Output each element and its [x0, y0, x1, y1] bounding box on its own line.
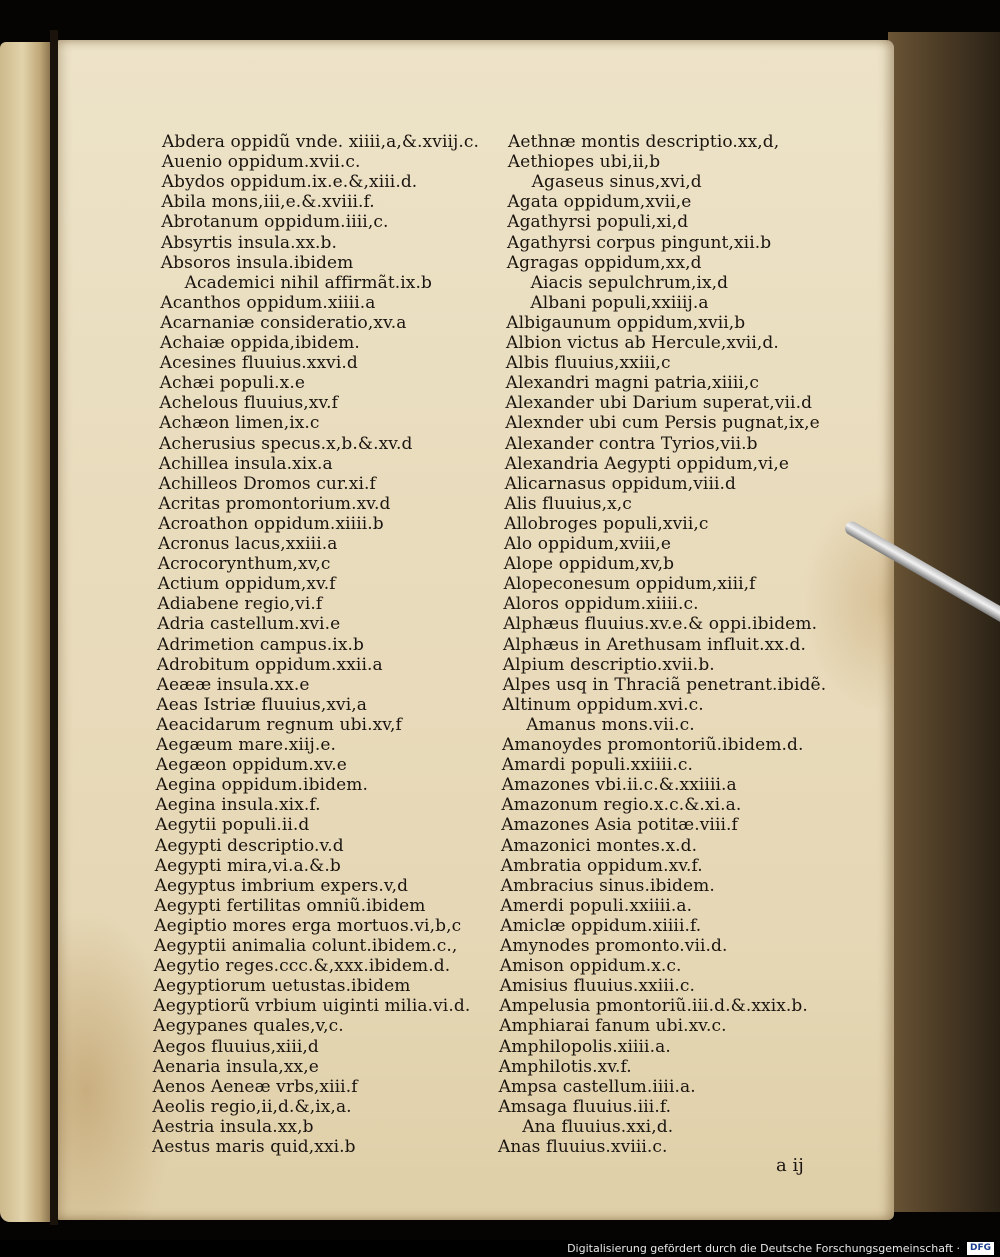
index-entry: Amison oppidum.x.c. [499, 956, 682, 977]
index-entry: Aenaria insula,xx,e [152, 1056, 319, 1077]
index-entry: Acronus lacus,xxiii.a [158, 534, 338, 554]
index-entry: Aegina insula.xix.f. [155, 795, 321, 816]
index-entry: Alpium descriptio.xvii.b. [502, 654, 715, 675]
index-entry: Adrimetion campus.ix.b [157, 634, 365, 655]
index-entry: Amanoydes promontoriũ.ibidem.d. [502, 735, 804, 755]
index-entry: Ampsa castellum.iiii.a. [498, 1076, 696, 1097]
footer-credit: Digitalisierung gefördert durch die Deutsche Forschungsgemeinschaft · [567, 1242, 960, 1255]
index-entry: Amazones vbi.ii.c.&.xxiiii.a [501, 775, 737, 796]
index-entry: Achæon limen,ix.c [159, 413, 320, 434]
index-entry: Anas fluuius.xviii.c. [498, 1137, 668, 1157]
index-entry: Albion victus ab Hercule,xvii,d. [506, 333, 779, 353]
index-entry: Agata oppidum,xvii,e [507, 192, 692, 213]
index-entry: Albis fluuius,xxiii,c [505, 353, 671, 374]
index-entry: Amazones Asia potitæ.viii.f [501, 815, 738, 836]
index-entry: Agathyrsi corpus pingunt,xii.b [507, 232, 772, 253]
index-entry: Albigaunum oppidum,xvii,b [506, 312, 746, 333]
index-entry: Auenio oppidum.xvii.c. [161, 152, 361, 173]
index-entry: Aestria insula.xx,b [152, 1116, 314, 1137]
index-entry: Aegyptii animalia colunt.ibidem.c., [154, 936, 458, 956]
index-entry: Aegæon oppidum.xv.e [155, 755, 347, 776]
index-entry: Amazonum regio.x.c.&.xi.a. [501, 795, 742, 816]
index-entry: Amphilotis.xv.f. [498, 1056, 632, 1077]
index-entry: Aeolis regio,ii,d.&,ix,a. [152, 1096, 352, 1117]
index-entry: Alis fluuius,x,c [504, 493, 632, 514]
index-entry: Achilleos Dromos cur.xi.f [158, 473, 376, 494]
index-entry: Acroathon oppidum.xiiii.b [158, 513, 384, 534]
index-entry: Alphæus in Arethusam influit.xx.d. [503, 634, 806, 655]
index-entry: Ambratia oppidum.xv.f. [500, 855, 703, 876]
index-entry: Adiabene regio,vi.f [157, 594, 323, 615]
index-entry: Absyrtis insula.xx.b. [161, 232, 338, 253]
index-entry: Aeacidarum regnum ubi.xv,f [156, 714, 402, 735]
index-entry: Aethiopes ubi,ii,b [507, 152, 661, 173]
index-entry: Albani populi,xxiiij.a [530, 292, 709, 313]
index-entry: Aegypti mira,vi.a.&.b [154, 855, 341, 876]
index-entry: Acritas promontorium.xv.d [158, 493, 391, 514]
index-entry: Abrotanum oppidum.iiii,c. [161, 212, 389, 233]
index-entry: Amphiarai fanum ubi.xv.c. [499, 1016, 727, 1037]
index-entry: Achelous fluuius,xv.f [159, 393, 339, 414]
index-entry: Alexnder ubi cum Persis pugnat,ix,e [505, 413, 820, 434]
index-entry: Aegos fluuius,xiii,d [153, 1036, 319, 1057]
index-entry: Amazonici montes.x.d. [501, 835, 698, 856]
index-entry: Aenos Aeneæ vrbs,xiii.f [152, 1076, 358, 1097]
index-entry: Aegina oppidum.ibidem. [155, 775, 368, 796]
index-entry: Alope oppidum,xv,b [503, 554, 675, 575]
book-cover-edge [888, 32, 1000, 1212]
index-entry: Aegyptiorum uetustas.ibidem [153, 976, 411, 997]
index-entry: Aegyptiorũ vrbium uiginti milia.vi.d. [153, 996, 471, 1017]
index-entry: Acherusius specus.x,b.&.xv.d [159, 433, 413, 454]
index-entry: Aegypti fertilitas omniũ.ibidem [154, 895, 426, 916]
index-entry: Aiacis sepulchrum,ix,d [530, 272, 729, 293]
index-entry: Amisius fluuius.xxiii.c. [499, 976, 696, 997]
index-entry: Amphilopolis.xiiii.a. [499, 1036, 671, 1057]
index-entry: Alexander ubi Darium superat,vii.d [505, 393, 813, 414]
index-entry: Aegytio reges.ccc.&,xxx.ibidem.d. [153, 956, 451, 977]
index-entry: Acanthos oppidum.xiiii.a [160, 292, 376, 313]
index-entry: Abydos oppidum.ix.e.&,xiii.d. [161, 172, 418, 193]
index-entry: Amynodes promonto.vii.d. [500, 936, 728, 956]
index-entry: Alexander contra Tyrios,vii.b [505, 433, 758, 454]
index-entry: Abila mons,iii,e.&.xviii.f. [161, 192, 375, 213]
index-entry: Acarnaniæ consideratio,xv.a [160, 312, 407, 333]
index-entry: Amardi populi.xxiiii.c. [501, 755, 693, 776]
index-entry: Alicarnasus oppidum,viii.d [504, 473, 737, 494]
index-entry: Acesines fluuius.xxvi.d [159, 353, 358, 374]
index-entry: Absoros insula.ibidem [160, 252, 354, 273]
index-entry: Aeææ insula.xx.e [156, 674, 310, 695]
index-entry: Achæi populi.x.e [159, 373, 306, 394]
index-entry: Achaiæ oppida,ibidem. [160, 333, 360, 353]
index-entry: Amanus mons.vii.c. [526, 714, 695, 735]
index-entry: Aeas Istriæ fluuius,xvi,a [156, 694, 368, 715]
index-entry: Aloros oppidum.xiiii.c. [503, 594, 699, 615]
index-entry: Ana fluuius.xxi,d. [522, 1116, 674, 1137]
index-entry: Altinum oppidum.xvi.c. [502, 694, 704, 715]
index-entry: Agaseus sinus,xvi,d [531, 172, 702, 193]
index-entry: Academici nihil affirmãt.ix.b [184, 272, 432, 293]
page-gutter [50, 30, 58, 1225]
index-entry: Adria castellum.xvi.e [157, 614, 341, 635]
index-entry: Aegyptus imbrium expers.v,d [154, 875, 409, 896]
index-entry: Aethnæ montis descriptio.xx,d, [508, 132, 780, 152]
index-entry: Amerdi populi.xxiiii.a. [500, 895, 693, 916]
index-entry: Aestus maris quid,xxi.b [152, 1137, 356, 1157]
signature-mark: a ij [776, 1155, 804, 1176]
index-entry: Aegypti descriptio.v.d [155, 835, 344, 856]
index-entry: Alexandria Aegypti oppidum,vi,e [504, 453, 790, 474]
index-entry: Alo oppidum,xviii,e [504, 534, 672, 554]
index-entry: Amiclæ oppidum.xiiii.f. [500, 915, 702, 936]
book-page [56, 40, 894, 1220]
left-page-edge [0, 42, 50, 1222]
index-entry: Agathyrsi populi,xi,d [507, 212, 689, 233]
index-entry: Aegytii populi.ii.d [155, 815, 310, 836]
index-entry: Ampelusia pmontoriũ.iii.d.&.xxix.b. [499, 996, 808, 1017]
index-entry: Alpes usq in Thraciã penetrant.ibidẽ. [502, 674, 827, 695]
index-entry: Alexandri magni patria,xiiii,c [505, 373, 760, 394]
index-entry: Actium oppidum,xv.f [157, 574, 336, 595]
index-entry: Acrocorynthum,xv,c [157, 554, 331, 575]
dfg-logo: DFG [967, 1242, 994, 1255]
index-entry: Adrobitum oppidum.xxii.a [156, 654, 383, 675]
index-entry: Allobroges populi,xvii,c [504, 513, 709, 534]
index-entry: Ambracius sinus.ibidem. [500, 875, 715, 896]
index-entry: Alphæus fluuius.xv.e.& oppi.ibidem. [503, 614, 818, 635]
index-entry: Aegypanes quales,v,c. [153, 1016, 344, 1037]
index-entry: Aegiptio mores erga mortuos.vi,b,c [154, 915, 462, 936]
index-entry: Agragas oppidum,xx,d [506, 252, 702, 273]
index-entry: Amsaga fluuius.iii.f. [498, 1096, 672, 1117]
index-entry: Alopeconesum oppidum,xiii,f [503, 574, 756, 595]
index-entry: Aegæum mare.xiij.e. [156, 735, 337, 755]
index-entry: Abdera oppidũ vnde. xiiii,a,&.xviij.c. [162, 132, 480, 152]
index-entry: Achillea insula.xix.a [158, 453, 333, 474]
